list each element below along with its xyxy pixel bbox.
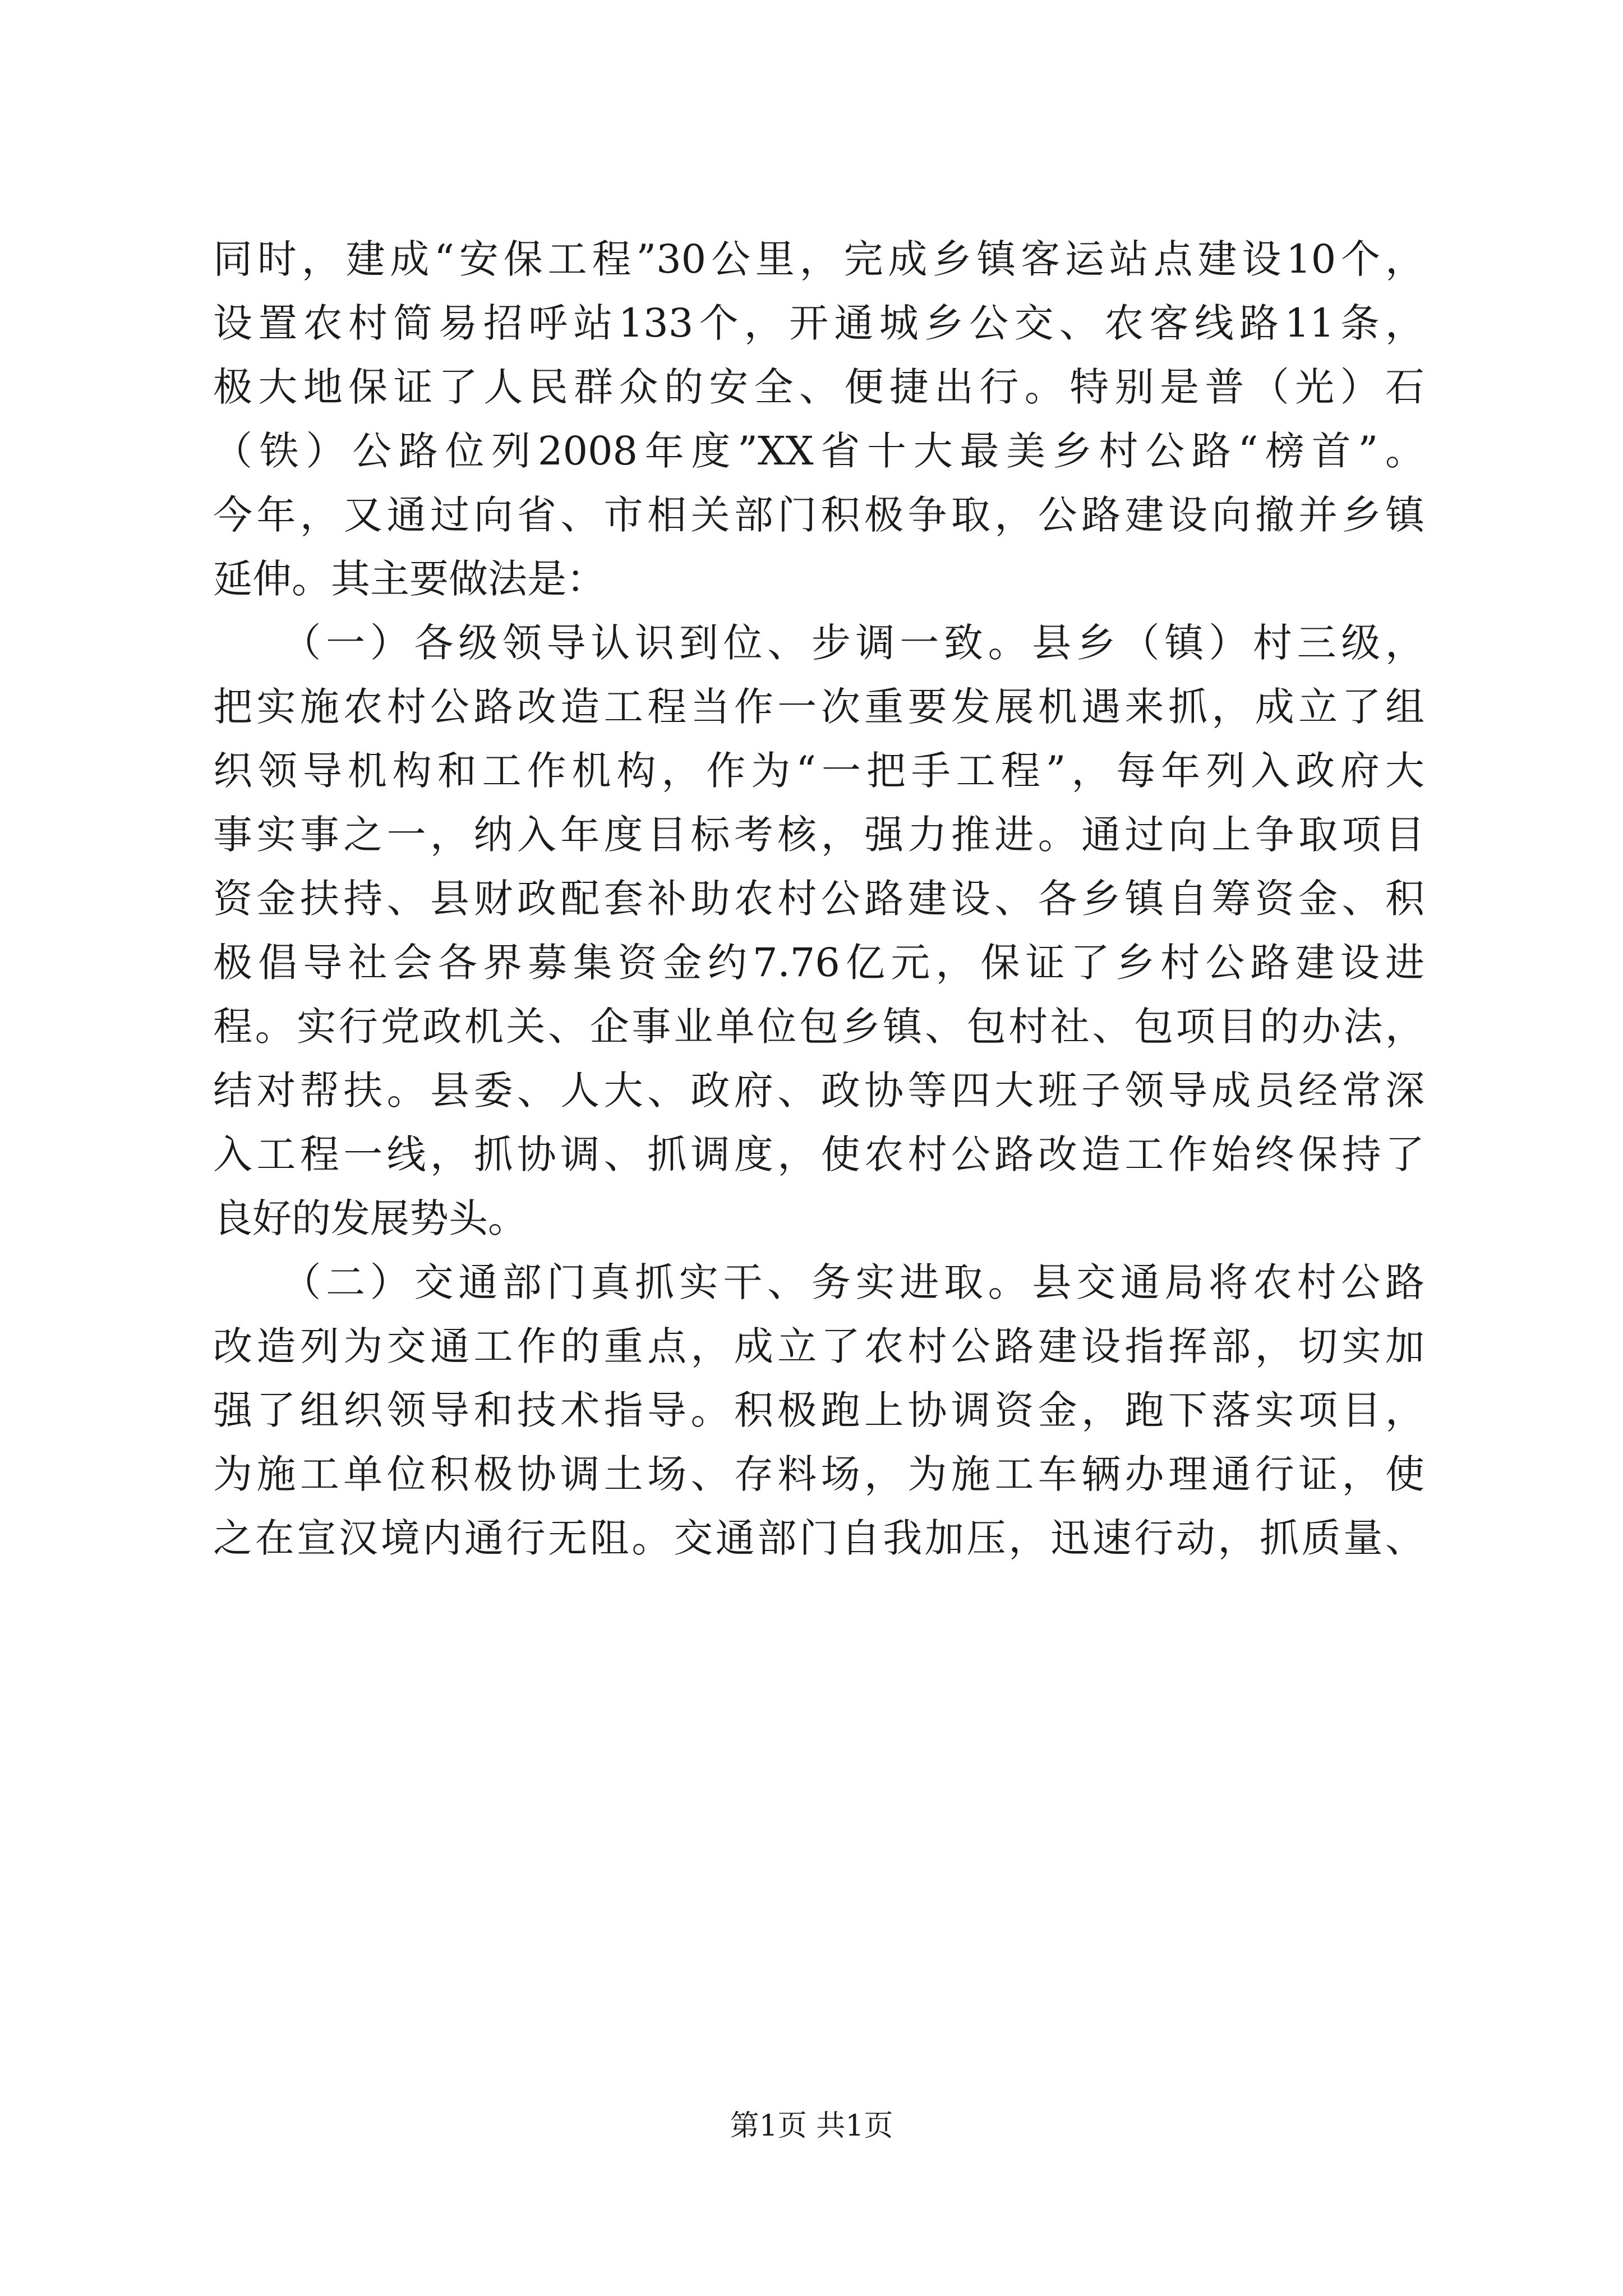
text-line: 同时，建成“安保工程”30公里，完成乡镇客运站点建设10个， [213,236,1424,282]
text-line: （一）各级领导认识到位、步调一致。县乡（镇）村三级， [213,620,1424,666]
page-footer [0,2106,1623,2146]
text-line: 结对帮扶。县委、人大、政府、政协等四大班子领导成员经常深 [213,1068,1424,1114]
text-line: 设置农村简易招呼站133个，开通城乡公交、农客线路11条， [213,300,1424,346]
page-number-label: 第1页 共1页 [730,2109,893,2143]
text-line: 为施工单位积极协调土场、存料场，为施工车辆办理通行证，使 [213,1451,1424,1497]
text-line: （铁）公路位列2008年度”XX省十大最美乡村公路“榜首”。 [213,428,1424,474]
document-body [213,227,1424,1570]
text-line: 把实施农村公路改造工程当作一次重要发展机遇来抓，成立了组 [213,684,1424,730]
text-line: （二）交通部门真抓实干、务实进取。县交通局将农村公路 [213,1259,1424,1305]
text-line: 极大地保证了人民群众的安全、便捷出行。特别是普（光）石 [213,364,1424,410]
text-line: 良好的发展势头。 [213,1195,527,1241]
text-line: 资金扶持、县财政配套补助农村公路建设、各乡镇自筹资金、积 [213,876,1424,922]
text-line: 织领导机构和工作机构，作为“一把手工程”，每年列入政府大 [213,748,1424,794]
text-line: 强了组织领导和技术指导。积极跑上协调资金，跑下落实项目， [213,1387,1424,1433]
text-line: 极倡导社会各界募集资金约7.76亿元，保证了乡村公路建设进 [213,940,1424,986]
text-line: 事实事之一，纳入年度目标考核，强力推进。通过向上争取项目 [213,812,1424,858]
text-line: 今年，又通过向省、市相关部门积极争取，公路建设向撤并乡镇 [213,492,1424,538]
text-line: 之在宣汉境内通行无阻。交通部门自我加压，迅速行动，抓质量、 [213,1515,1424,1561]
text-line: 改造列为交通工作的重点，成立了农村公路建设指挥部，切实加 [213,1323,1424,1369]
text-line: 入工程一线，抓协调、抓调度，使农村公路改造工作始终保持了 [213,1131,1424,1177]
text-line: 延伸。其主要做法是： [213,556,606,602]
text-line: 程。实行党政机关、企事业单位包乡镇、包村社、包项目的办法， [213,1004,1424,1050]
